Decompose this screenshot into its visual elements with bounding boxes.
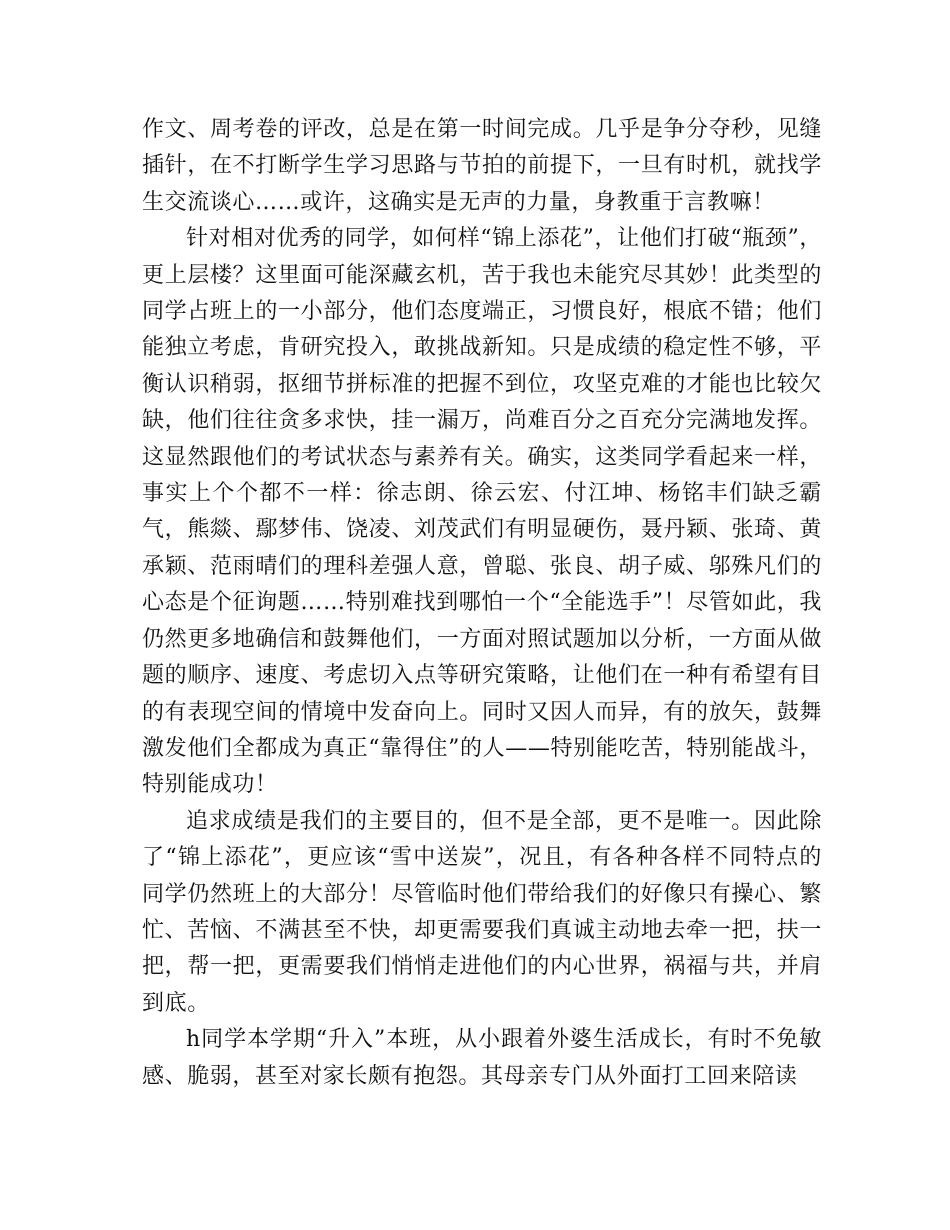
paragraph-4: h同学本学期“升入”本班，从小跟着外婆生活成长，有时不免敏感、脆弱，甚至对家长颇有抱怨。其母亲专门从外面打工回来陪读 — [142, 1027, 822, 1089]
paragraph-1: 作文、周考卷的评改，总是在第一时间完成。几乎是争分夺秒，见缝插针，在不打断学生学习思路与节拍的前提下，一旦有时机，就找学生交流谈心……或许，这确实是无声的力量，身教重于言教嘛！ — [142, 117, 822, 215]
paragraph-2: 针对相对优秀的同学，如何样“锦上添花”，让他们打破“瓶颈”，更上层楼？这里面可能深藏玄机，苦于我也未能究尽其妙！此类型的同学占班上的一小部分，他们态度端正，习惯良好，根底不错；他们能独立考虑，肯研究投入，敢挑战新知。只是成绩的稳定性不够，平衡认识稍弱，抠细节拼标准的把握不到位，攻坚克难的才能也比较欠缺，他们往往贪多求快，挂一漏万，尚难百分之百充分完满地发挥。这显然跟他们的考试状态与素养有关。确实，这类同学看起来一样，事实上个个都不一样：徐志朗、徐云宏、付江坤、杨铭丰们缺乏霸气，熊燚、鄢梦伟、饶凌、刘茂武们有明显硬伤，聂丹颖、张琦、黄承颖、范雨晴们的理科差强人意，曾聪、张良、胡子威、邬殊凡们的心态是个征询题……特别难找到哪怕一个“全能选手”！尽管如此，我仍然更多地确信和鼓舞他们，一方面对照试题加以分析，一方面从做题的顺序、速度、考虑切入点等研究策略，让他们在一种有希望有目的有表现空间的情境中发奋向上。同时又因人而异，有的放矢，鼓舞激发他们全都成为真正“靠得住”的人——特别能吃苦，特别能战斗，特别能成功！ — [142, 226, 822, 798]
paragraph-3: 追求成绩是我们的主要目的，但不是全部，更不是唯一。因此除了“锦上添花”，更应该“雪中送炭”，况且，有各种各样不同特点的同学仍然班上的大部分！尽管临时他们带给我们的好像只有操心、繁忙、苦恼、不满甚至不快，却更需要我们真诚主动地去牵一把，扶一把，帮一把，更需要我们悄悄走进他们的内心世界，祸福与共，并肩到底。 — [142, 808, 822, 1016]
document-body — [142, 112, 822, 1095]
